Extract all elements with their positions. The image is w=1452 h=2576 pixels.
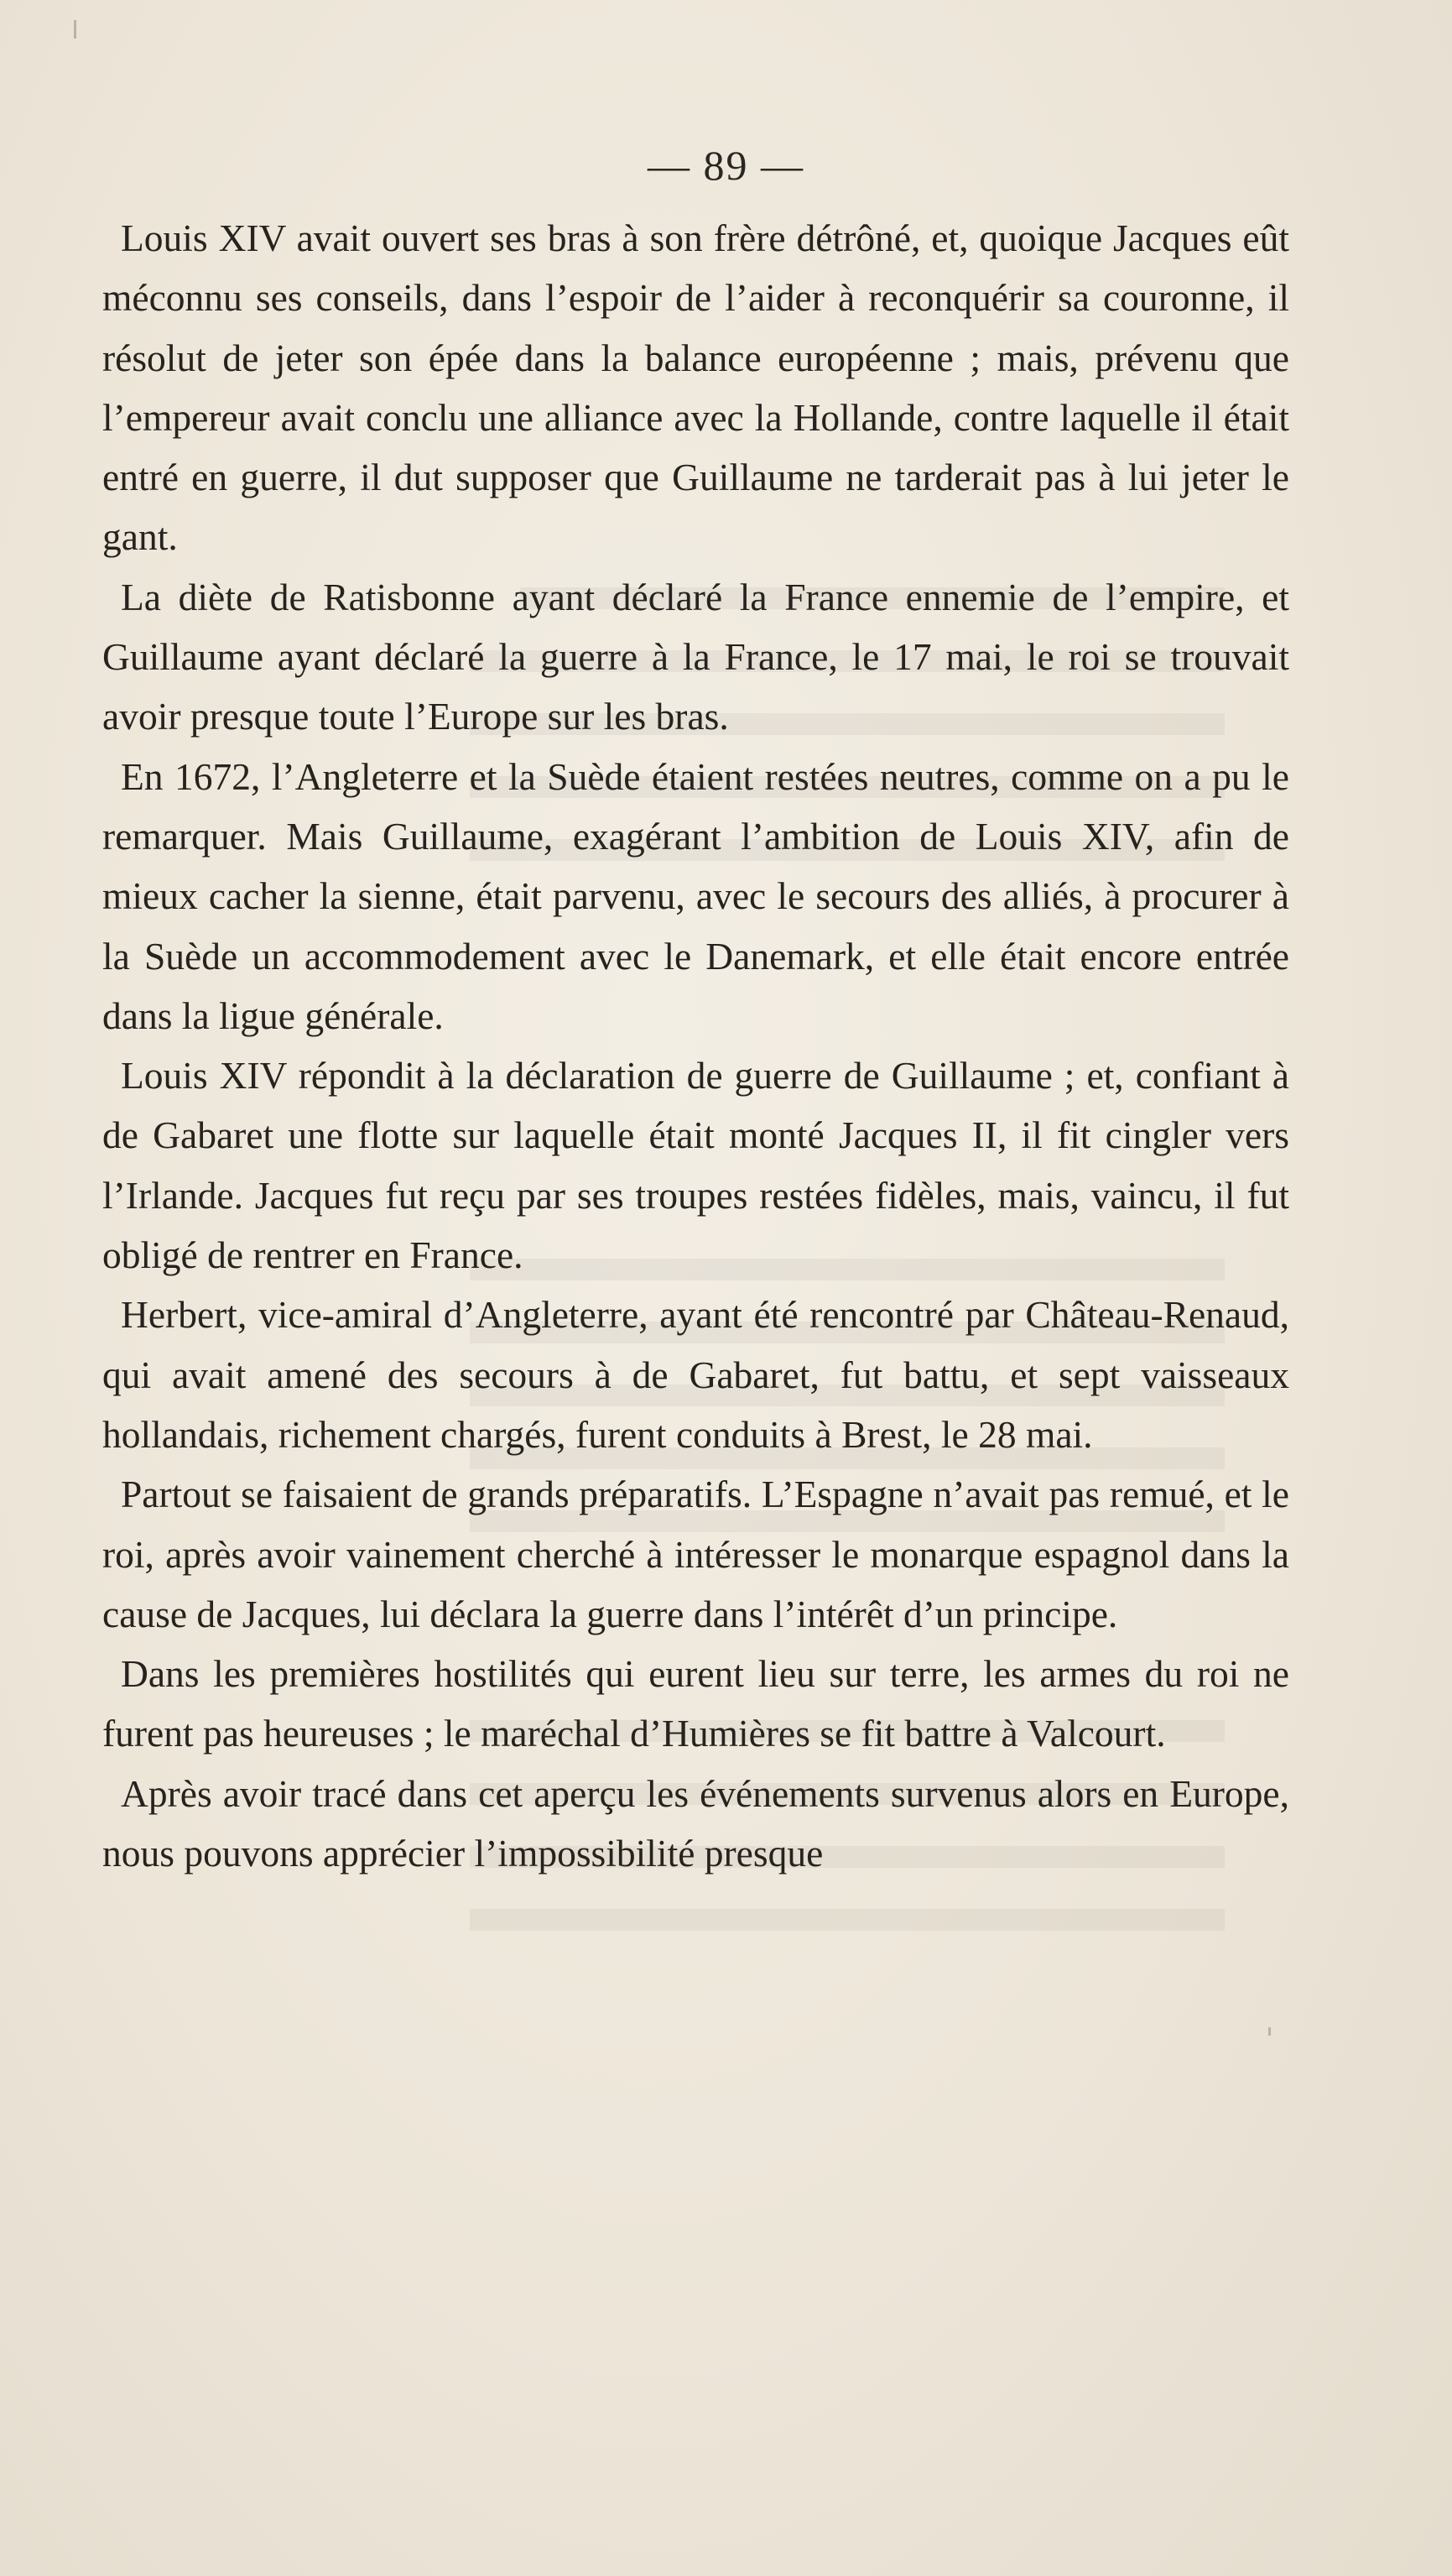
paragraph: Louis XIV avait ouvert ses bras à son frère détrôné, et, quoique Jacques eût méconnu ses conseils, dans l’espoir de l’aider à reconquérir sa couronne, il résolut de jeter son épée dans la balance européenne ; mais, prévenu que l’empereur avait conclu une alliance avec la Hollande, contre laquelle il était entré en guerre, il dut supposer que Guillaume ne tarderait pas à lui jeter le gant. <box>102 216 1289 559</box>
paragraph: En 1672, l’Angleterre et la Suède étaient restées neutres, comme on a pu le remarquer. Mais Guillaume, exagérant l’ambition de Louis XIV, afin de mieux cacher la sienne, était parvenu, avec le secours des alliés, à procurer à la Suède un accommodement avec le Danemark, et elle était encore entrée dans la ligue générale. <box>102 754 1289 1037</box>
paper-speck <box>1268 2027 1271 2036</box>
paragraph: Partout se faisaient de grands préparatifs. L’Espagne n’avait pas remué, et le roi, après avoir vainement cherché à intéresser le monarque espagnol dans la cause de Jacques, lui déclara la guerre dans l’intérêt d’un principe. <box>102 1473 1289 1635</box>
body-text <box>102 208 1289 1883</box>
paragraph: Herbert, vice-amiral d’Angleterre, ayant été rencontré par Château-Renaud, qui avait amené des secours à de Gabaret, fut battu, et sept vaisseaux hollandais, richement chargés, furent conduits à Brest, le 28 mai. <box>102 1293 1289 1456</box>
paragraph: La diète de Ratisbonne ayant déclaré la France ennemie de l’empire, et Guillaume ayant déclaré la guerre à la France, le 17 mai, le roi se trouvait avoir presque toute l’Europe sur les bras. <box>102 575 1289 738</box>
page-number: — 89 — <box>648 142 804 189</box>
paper-speck <box>74 20 76 39</box>
paragraph: Dans les premières hostilités qui eurent lieu sur terre, les armes du roi ne furent pas heureuses ; le maréchal d’Humières se fit battre à Valcourt. <box>102 1652 1289 1755</box>
paragraph: Louis XIV répondit à la déclaration de guerre de Guillaume ; et, confiant à de Gabaret une flotte sur laquelle était monté Jacques II, il fit cingler vers l’Irlande. Jacques fut reçu par ses troupes restées fidèles, mais, vaincu, il fut obligé de rentrer en France. <box>102 1054 1289 1277</box>
paragraph: Après avoir tracé dans cet aperçu les événements survenus alors en Europe, nous pouvons apprécier l’impossibilité presque <box>102 1771 1289 1875</box>
